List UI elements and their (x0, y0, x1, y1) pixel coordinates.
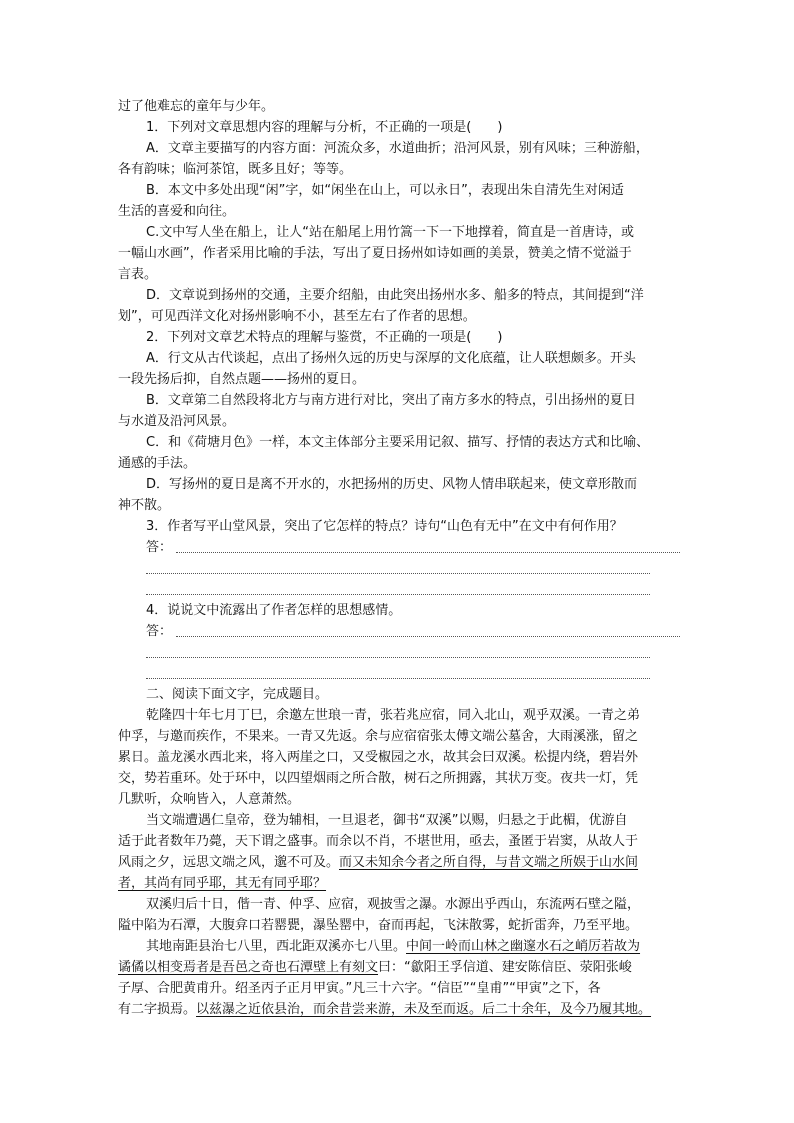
passage-text: 曰：“歙阳王孚信道、建安陈信臣、荥阳张峻 (378, 960, 632, 975)
passage-line: 交，势若重环。处于环中，以四望烟雨之所合散，树石之所拥露，其状万变。夜共一灯，凭 (118, 771, 639, 786)
option-1d-cont: 划”，可见西洋文化对扬州影响不小，甚至左右了作者的思想。 (118, 309, 476, 324)
option-1c-cont: 言表。 (118, 267, 158, 282)
option-2d-cont: 神不散。 (118, 498, 171, 513)
passage-line (118, 873, 680, 894)
passage-text: 其地南距县治七八里，西北距双溪亦七八里。 (146, 939, 407, 954)
passage-line: 适于此者数年乃薨，天下谓之盛事。而余以不肖，不堪世用，亟去，蚤匿于岩窦，从故人于 (118, 834, 639, 849)
answer-line[interactable] (146, 560, 650, 574)
passage-text: 风雨之夕，远思文端之风，邈不可及。 (118, 855, 340, 870)
answer-line-row[interactable] (118, 579, 680, 600)
underlined-sentence: 者，其尚有同乎耶，其无有同乎耶？ (118, 876, 327, 891)
option-2d: D．写扬州的夏日是离不开水的，水把扬州的历史、风物人情串联起来，使文章形散而 (146, 477, 638, 492)
passage-line: 双溪归后十日，偕一青、仲孚、应宿，观披雪之瀑。水源出乎西山，东流两石壁之隘， (146, 897, 641, 912)
option-1b-cont: 生活的喜爱和向往。 (118, 204, 236, 219)
option-2a: A．行文从古代谈起，点出了扬州久远的历史与深厚的文化底蕴，让人联想颇多。开头 (146, 351, 636, 366)
passage-line (118, 999, 680, 1020)
question-4: 4．说说文中流露出了作者怎样的思想感情。 (146, 603, 402, 618)
question-2: 2．下列对文章艺术特点的理解与鉴赏，不正确的一项是( ) (146, 330, 503, 345)
answer-line[interactable] (176, 623, 680, 637)
option-2c-cont: 通感的手法。 (118, 456, 197, 471)
answer-line-row[interactable] (118, 663, 680, 684)
answer-field-3[interactable] (118, 537, 680, 558)
answer-field-4[interactable] (118, 621, 680, 642)
option-1b: B．本文中多处出现“闲”字，如“闲坐在山上，可以永日”，表现出朱自清先生对闲适 (146, 183, 624, 198)
passage-line: 子厚、合肥黄甫升。绍圣丙子正月甲寅。”凡三十六字。“信臣”“皇甫”“甲寅”之下，各 (118, 981, 601, 996)
answer-line[interactable] (146, 644, 650, 658)
passage-line: 乾隆四十年七月丁巳，余邀左世琅一青，张若兆应宿，同入北山，观乎双溪。一青之弟 (146, 708, 641, 723)
answer-line[interactable] (146, 581, 650, 595)
text-line: 过了他难忘的童年与少年。 (118, 99, 275, 114)
option-1a: A．文章主要描写的内容方面：河流众多，水道曲折；沿河风景，别有风味；三种游船， (146, 141, 649, 156)
underlined-sentence: 以兹瀑之近依县治，而余昔尝来游，未及至而返。后二十余年，及今乃履其地。 (196, 1002, 652, 1017)
passage-line (118, 936, 680, 957)
answer-line-row[interactable] (118, 642, 680, 663)
passage-line: 几默听，众响皆入，人意萧然。 (118, 792, 301, 807)
question-3: 3．作者写平山堂风景，突出了它怎样的特点？诗句“山色有无中”在文中有何作用？ (146, 519, 623, 534)
passage-text: 有二字损焉。 (118, 1002, 197, 1017)
passage-line (118, 852, 680, 873)
option-1a-cont: 各有韵味；临河茶馆，既多且好；等等。 (118, 162, 353, 177)
option-1c-cont: 一幅山水画”，作者采用比喻的手法，写出了夏日扬州如诗如画的美景，赞美之情不觉溢于 (118, 246, 632, 261)
option-1d: D．文章说到扬州的交通，主要介绍船，由此突出扬州水多、船多的特点，其间提到“洋 (146, 288, 644, 303)
passage-line (118, 957, 680, 978)
answer-label: 答： (146, 540, 173, 555)
option-2b-cont: 与水道及沿河风景。 (118, 414, 236, 429)
answer-line[interactable] (176, 539, 680, 553)
passage-line: 累日。盖龙溪水西北来，将入两崖之口，又受椒园之水，故其会曰双溪。松提内绕，碧岩外 (118, 750, 639, 765)
question-1: 1．下列对文章思想内容的理解与分析，不正确的一项是( ) (146, 120, 503, 135)
option-1c: C.文中写人坐在船上，让人“站在船尾上用竹篙一下一下地撑着，简直是一首唐诗，或 (146, 225, 634, 240)
underlined-sentence: 谲僪以相变焉者是吾邑之奇也石潭壁上有刻文 (118, 960, 379, 975)
option-2c: C．和《荷塘月色》一样，本文主体部分主要采用记叙、描写、抒情的表达方式和比喻、 (146, 435, 650, 450)
section-title: 二、阅读下面文字，完成题目。 (146, 687, 329, 702)
option-2b: B．文章第二自然段将北方与南方进行对比，突出了南方多水的特点，引出扬州的夏日 (146, 393, 636, 408)
passage-line: 仲孚，与邀而疾作，不果来。一青又先返。余与应宿宿张太傅文端公墓舍，大雨溪涨，留之 (118, 729, 639, 744)
underlined-sentence: 中间一岭而山林之幽邃水石之峭厉若故为 (406, 939, 641, 954)
answer-line[interactable] (146, 665, 650, 679)
answer-label: 答： (146, 624, 173, 639)
answer-line-row[interactable] (118, 558, 680, 579)
option-2a-cont: 一段先扬后抑，自然点题——扬州的夏日。 (118, 372, 366, 387)
passage-line: 隘中陷为石潭，大腹弇口若罂甖，瀑坠罂中，奋而再起，飞沫散雾，蛇折雷奔，乃至平地。 (118, 918, 639, 933)
document-page (118, 96, 680, 1020)
passage-line: 当文端遭遇仁皇帝，登为辅相，一旦退老，御书“双溪”以赐，归悬之于此楣，优游自 (146, 813, 628, 828)
underlined-sentence: 而又未知余今者之所自得，与昔文端之所娱于山水间 (339, 855, 639, 870)
